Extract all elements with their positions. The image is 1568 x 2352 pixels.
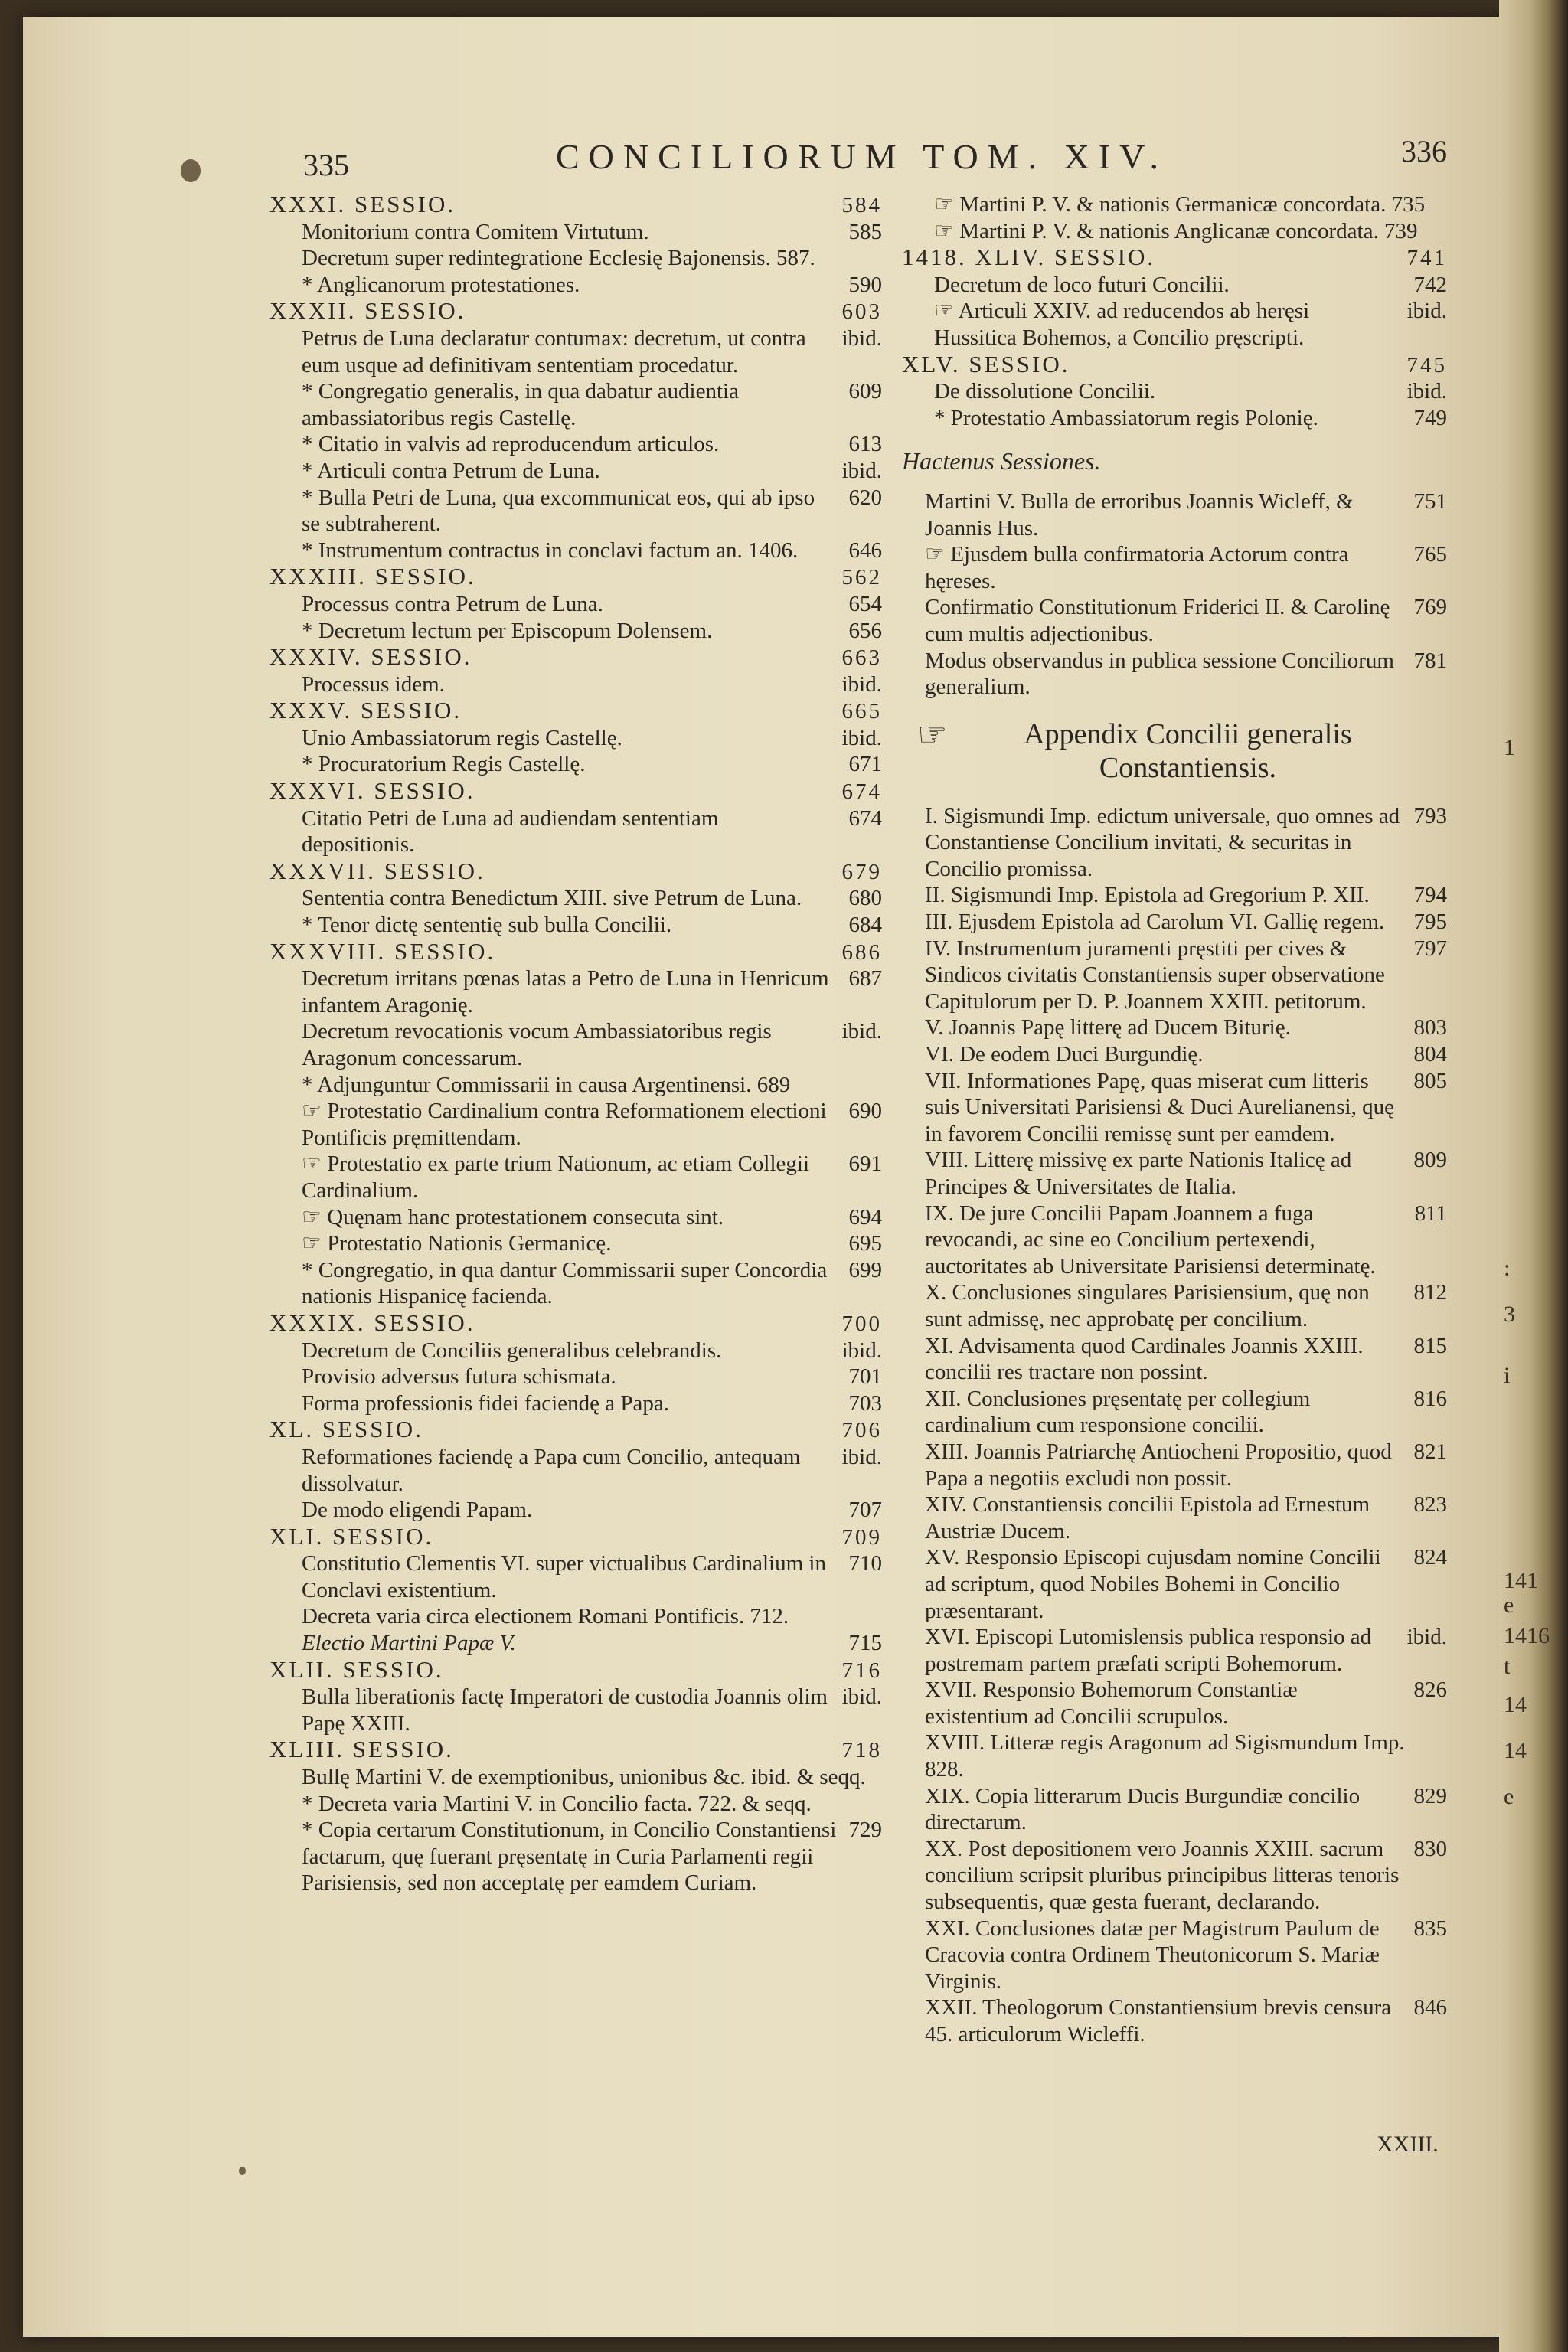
entry-text: XXXVI. SESSIO.	[270, 777, 475, 805]
entry-page-number: 804	[1413, 1042, 1447, 1067]
index-entry	[902, 1147, 1447, 1200]
entry-text: Reformationes faciendę a Papa cum Concilio, antequam dissolvatur.	[302, 1444, 801, 1496]
entry-text: * Tenor dictę sententię sub bulla Concilii.	[302, 913, 672, 938]
entry-text: XIII. Joannis Patriarchę Antiocheni Propositio, quod Papa a negotiis excludi non possit.	[925, 1439, 1392, 1491]
entry-page-number: 674	[841, 779, 882, 805]
index-entry	[902, 191, 1447, 218]
entry-text: IV. Instrumentum juramenti pręstiti per cives & Sindicos civitatis Constantiensis super observatione Capitulorum per D. P. Joannem XXIII. petitorum.	[925, 936, 1385, 1014]
entry-text: Decretum de loco futuri Concilii.	[934, 272, 1230, 297]
entry-text: Decretum de Conciliis generalibus celebrandis.	[302, 1338, 722, 1363]
entry-page-number: 663	[841, 645, 882, 671]
entry-page-number: 709	[841, 1524, 882, 1550]
entry-text: XL. SESSIO.	[270, 1416, 423, 1443]
entry-text: VII. Informationes Papę, quas miserat cum litteris suis Universitati Parisiensi & Duci Aurelianensi, quę in favorem Concilii remissę sunt per eamdem.	[925, 1068, 1394, 1146]
index-entry	[270, 1444, 882, 1497]
session-heading	[270, 1524, 882, 1551]
entry-page-number: 826	[1413, 1677, 1447, 1703]
entry-page-number: 781	[1413, 648, 1447, 673]
session-heading	[270, 778, 882, 805]
entry-page-number: 716	[841, 1658, 882, 1683]
session-heading	[270, 858, 882, 886]
index-entry	[270, 325, 882, 378]
spine-fragment: e	[1504, 1784, 1514, 1809]
index-entry	[270, 1684, 882, 1736]
entry-text: ☞ Protestatio Cardinalium contra Reformationem electioni Pontificis pręmittendam.	[302, 1099, 827, 1150]
index-entry	[902, 405, 1447, 432]
index-entry	[270, 591, 882, 618]
entry-page-number: 562	[841, 565, 882, 590]
entry-text: * Decretum lectum per Episcopum Dolensem.	[302, 618, 713, 643]
index-entry	[270, 912, 882, 939]
index-entry	[902, 1677, 1447, 1730]
entry-page-number: 707	[848, 1498, 882, 1523]
entry-page-number: 646	[848, 537, 882, 563]
session-heading	[270, 564, 882, 591]
spine-fragment: :	[1504, 1256, 1511, 1281]
index-entry	[270, 1817, 882, 1896]
entry-text: ☞ Martini P. V. & nationis Anglicanæ concordata. 739	[934, 218, 1418, 243]
index-entry	[270, 1230, 882, 1257]
right-column	[902, 191, 1447, 2048]
entry-text: Constitutio Clementis VI. super victualibus Cardinalium in Conclavi existentium.	[302, 1551, 826, 1602]
index-entry	[270, 537, 882, 564]
entry-text: Processus contra Petrum de Luna.	[302, 591, 603, 616]
entry-page-number: 671	[848, 752, 882, 777]
entry-text: ☞ Protestatio Nationis Germanicę.	[302, 1231, 612, 1256]
index-entry	[902, 1994, 1447, 2047]
entry-page-number: 805	[1413, 1068, 1447, 1093]
appendix-heading	[917, 717, 1447, 785]
entry-text: Electio Martini Papæ V.	[302, 1631, 516, 1656]
entry-text: I. Sigismundi Imp. edictum universale, quo omnes ad Constantiense Concilium invitati, & securitas in Concilio promissa.	[925, 803, 1400, 881]
entry-page-number: 812	[1413, 1280, 1447, 1305]
entry-text: VIII. Litterę missivę ex parte Nationis Italicę ad Principes & Universitates de Italia.	[925, 1148, 1352, 1199]
session-heading	[270, 1657, 882, 1684]
index-entry	[902, 1624, 1447, 1677]
index-entry	[902, 488, 1447, 541]
index-entry	[270, 378, 882, 431]
entry-text: X. Conclusiones singulares Parisiensium, quę non sunt admissę, nec approbatę per concilium.	[925, 1280, 1370, 1331]
ink-blot	[181, 159, 201, 182]
entry-text: Processus idem.	[302, 671, 445, 697]
entry-text: * Articuli contra Petrum de Luna.	[302, 458, 600, 483]
entry-text: * Congregatio generalis, in qua dabatur audientia ambassiatoribus regis Castellę.	[302, 379, 739, 430]
entry-page-number: 823	[1413, 1492, 1447, 1517]
entry-text: * Decreta varia Martini V. in Concilio facta. 722. & seqq.	[302, 1791, 812, 1816]
entry-text: Decreta varia circa electionem Romani Pontificis. 712.	[302, 1604, 789, 1629]
entry-page-number: 809	[1413, 1148, 1447, 1173]
entry-text: Monitorium contra Comitem Virtutum.	[302, 219, 649, 244]
book-page	[23, 17, 1522, 2337]
entry-text: Sententia contra Benedictum XIII. sive Petrum de Luna.	[302, 886, 802, 911]
index-entry	[270, 1072, 882, 1099]
entry-text: De modo eligendi Papam.	[302, 1498, 533, 1523]
entry-page-number: ibid.	[841, 1019, 882, 1044]
entry-page-number: ibid.	[841, 1444, 882, 1469]
entry-page-number: ibid.	[841, 1338, 882, 1363]
index-entry	[270, 431, 882, 458]
entry-page-number: 603	[841, 299, 882, 325]
index-entry	[902, 1544, 1447, 1624]
index-entry	[902, 1068, 1447, 1148]
entry-text: Confirmatio Constitutionum Friderici II. & Carolinę cum multis adjectionibus.	[925, 595, 1390, 646]
entry-page-number: 749	[1413, 405, 1447, 430]
index-entry	[902, 936, 1447, 1015]
entry-page-number: 718	[841, 1738, 882, 1763]
entry-page-number: 699	[848, 1257, 882, 1282]
index-entry	[902, 1041, 1447, 1068]
entry-page-number: 686	[841, 939, 882, 965]
index-entry	[270, 1603, 882, 1630]
entry-page-number: 846	[1413, 1995, 1447, 2020]
index-entry	[270, 272, 882, 299]
page-number-right: 336	[1401, 134, 1447, 168]
session-heading	[270, 1416, 882, 1444]
left-column	[270, 191, 882, 1896]
entry-text: * Anglicanorum protestationes.	[302, 272, 580, 297]
entry-page-number: 715	[848, 1631, 882, 1656]
entry-page-number: 793	[1413, 803, 1447, 828]
index-entry	[270, 1497, 882, 1524]
session-heading	[270, 644, 882, 671]
entry-text: * Bulla Petri de Luna, qua excommunicat eos, qui ab ipso se subtraherent.	[302, 485, 815, 537]
entry-page-number: 585	[848, 219, 882, 244]
entry-page-number: ibid.	[841, 1684, 882, 1710]
entry-text: XLII. SESSIO.	[270, 1655, 444, 1683]
entry-text: Martini V. Bulla de erroribus Joannis Wicleff, & Joannis Hus.	[925, 488, 1354, 541]
entry-text: Forma professionis fidei faciendę a Papa.	[302, 1390, 669, 1416]
entry-text: XV. Responsio Episcopi cujusdam nomine Concilii ad scriptum, quod Nobiles Bohemi in Concilio præsentarant.	[925, 1545, 1381, 1623]
entry-text: XXII. Theologorum Constantiensium brevis censura 45. articulorum Wicleffi.	[925, 1995, 1392, 2047]
running-title: CONCILIORUM TOM. XIV.	[556, 137, 1168, 176]
index-entry	[902, 298, 1447, 351]
index-entry	[270, 245, 882, 272]
entry-text: XXXI. SESSIO.	[270, 191, 456, 217]
entry-text: * Copia certarum Constitutionum, in Concilio Constantiensi factarum, quę fuerant pręsentatę in Curia Parlamenti regii Parisiensis, sed non acceptatę per eamdem Curiam.	[302, 1818, 837, 1896]
index-entry	[902, 1333, 1447, 1386]
entry-page-number: 835	[1413, 1916, 1447, 1941]
ink-dot	[239, 2167, 246, 2175]
entry-page-number: 797	[1413, 936, 1447, 961]
spine-fragment: 141	[1504, 1568, 1538, 1593]
session-heading	[902, 244, 1447, 272]
entry-text: VI. De eodem Duci Burgundię.	[925, 1042, 1204, 1067]
index-entry	[902, 1916, 1447, 1995]
entry-page-number: 654	[848, 591, 882, 616]
entry-page-number: 794	[1413, 883, 1447, 908]
entry-page-number: 620	[848, 485, 882, 510]
index-entry	[902, 882, 1447, 909]
entry-page-number: 765	[1413, 542, 1447, 567]
entry-page-number: 609	[848, 379, 882, 404]
entry-text: Unio Ambassiatorum regis Castellę.	[302, 725, 622, 750]
index-entry	[270, 1764, 882, 1791]
spine-fragment: 1416	[1504, 1623, 1550, 1648]
entry-page-number: 701	[848, 1364, 882, 1390]
entry-text: Petrus de Luna declaratur contumax: decretum, ut contra eum usque ad definitivam sententiam procedatur.	[302, 325, 806, 377]
index-entry	[902, 1386, 1447, 1439]
entry-text: XXXVII. SESSIO.	[270, 857, 485, 884]
entry-text: * Procuratorium Regis Castellę.	[302, 752, 586, 777]
entry-page-number: 680	[848, 886, 882, 911]
index-entry	[902, 1279, 1447, 1332]
spine-fragment: 1	[1504, 735, 1515, 760]
entry-text: XXXII. SESSIO.	[270, 297, 466, 325]
session-heading	[270, 1736, 882, 1764]
entry-page-number: 816	[1413, 1386, 1447, 1411]
entry-text: ☞ Ejusdem bulla confirmatoria Actorum contra hęreses.	[925, 542, 1349, 593]
entry-text: ☞ Quęnam hanc protestationem consecuta sint.	[302, 1204, 724, 1230]
entry-text: Decretum super redintegratione Ecclesię Bajonensis. 587.	[302, 246, 815, 271]
index-entry	[270, 885, 882, 912]
index-entry	[902, 1014, 1447, 1041]
index-entry	[902, 594, 1447, 647]
entry-page-number: 690	[848, 1099, 882, 1124]
entry-text: 1418. XLIV. SESSIO.	[902, 243, 1156, 271]
index-entry	[270, 1018, 882, 1071]
entry-page-number: 829	[1413, 1783, 1447, 1808]
entry-text: Hactenus Sessiones.	[902, 447, 1101, 475]
entry-page-number: 684	[848, 913, 882, 938]
entry-page-number: 803	[1413, 1015, 1447, 1040]
entry-page-number: 741	[1406, 246, 1447, 271]
entry-page-number: 700	[841, 1311, 882, 1336]
entry-page-number: 691	[848, 1152, 882, 1177]
entry-page-number: 703	[848, 1390, 882, 1416]
spine-fragment: i	[1504, 1363, 1511, 1388]
entry-page-number: 584	[841, 193, 882, 217]
entry-text: Bullę Martini V. de exemptionibus, unionibus &c. ibid. & seqq.	[302, 1765, 866, 1790]
entry-text: XXXV. SESSIO.	[270, 697, 462, 724]
index-entry	[902, 648, 1447, 701]
session-heading	[270, 1310, 882, 1338]
entry-text: III. Ejusdem Epistola ad Carolum VI. Gallię regem.	[925, 910, 1385, 935]
index-entry	[270, 671, 882, 698]
facing-page-edge	[1499, 0, 1568, 2352]
entry-text: ☞ Martini P. V. & nationis Germanicæ concordata. 735	[934, 192, 1426, 217]
entry-text: XLV. SESSIO.	[902, 350, 1070, 377]
index-entry	[902, 272, 1447, 299]
index-entry	[902, 1439, 1447, 1491]
index-entry	[270, 1098, 882, 1151]
entry-text: * Instrumentum contractus in conclavi factum an. 1406.	[302, 537, 799, 563]
entry-text: XXI. Conclusiones datæ per Magistrum Paulum de Cracovia contra Ordinem Theutonicorum S. Mariæ Virginis.	[925, 1916, 1380, 1994]
entry-text: XVI. Episcopi Lutomislensis publica responsio ad postremam partem præfati scripti Bohemorum.	[925, 1625, 1372, 1676]
entry-page-number: 613	[848, 432, 882, 457]
entry-text: XIX. Copia litterarum Ducis Burgundiæ concilio directarum.	[925, 1783, 1361, 1835]
index-entry	[902, 218, 1447, 245]
index-entry	[270, 485, 882, 537]
entry-page-number: 821	[1413, 1439, 1447, 1464]
session-heading	[902, 351, 1447, 379]
entry-text: Citatio Petri de Luna ad audiendam sententiam depositionis.	[302, 805, 719, 858]
index-entry	[902, 803, 1447, 883]
entry-text: XI. Advisamenta quod Cardinales Joannis XXIII. concilii res tractare non possint.	[925, 1333, 1364, 1385]
entry-page-number: 815	[1413, 1333, 1447, 1358]
entry-text: XIV. Constantiensis concilii Epistola ad Ernestum Austriæ Ducem.	[925, 1492, 1370, 1544]
entry-page-number: 824	[1413, 1545, 1447, 1570]
session-heading	[270, 939, 882, 966]
index-entry	[902, 378, 1447, 405]
sessions-continued	[902, 191, 1447, 701]
entry-text: De dissolutione Concilii.	[934, 379, 1156, 404]
entry-text: XLI. SESSIO.	[270, 1522, 434, 1550]
entry-text: Provisio adversus futura schismata.	[302, 1364, 616, 1390]
index-entry	[270, 1791, 882, 1818]
entry-page-number: 710	[848, 1551, 882, 1576]
entry-page-number: 751	[1413, 488, 1447, 514]
entry-text: Decretum revocationis vocum Ambassiatoribus regis Aragonum concessarum.	[302, 1019, 772, 1070]
entry-text: ☞ Protestatio ex parte trium Nationum, ac etiam Collegii Cardinalium.	[302, 1152, 810, 1203]
spine-fragment: 14	[1504, 1692, 1527, 1717]
spine-fragment: t	[1504, 1654, 1511, 1679]
spine-fragment: 3	[1504, 1302, 1515, 1327]
entry-page-number: 706	[841, 1418, 882, 1443]
entry-text: XII. Conclusiones pręsentatę per collegium cardinalium cum responsione concilii.	[925, 1386, 1311, 1438]
entry-text: * Citatio in valvis ad reproducendum articulos.	[302, 432, 720, 457]
entry-page-number: 656	[848, 618, 882, 643]
index-entry	[270, 1390, 882, 1417]
entry-text: XXXIV. SESSIO.	[270, 643, 472, 671]
session-heading	[270, 191, 882, 219]
entry-page-number: 695	[848, 1231, 882, 1256]
spine-fragment: e	[1504, 1592, 1514, 1618]
entry-text: XVII. Responsio Bohemorum Constantiæ existentium ad Concilii scrupulos.	[925, 1677, 1298, 1729]
entry-text: XXXIX. SESSIO.	[270, 1308, 475, 1336]
entry-page-number: 590	[848, 272, 882, 297]
index-entry	[270, 1257, 882, 1310]
index-entry	[902, 1783, 1447, 1836]
index-entry	[902, 541, 1447, 594]
session-heading	[270, 697, 882, 725]
index-entry	[270, 1204, 882, 1231]
appendix-title: Appendix Concilii generalis Constantiensis.	[1024, 717, 1352, 784]
index-entry	[270, 1338, 882, 1364]
entry-page-number: 694	[848, 1204, 882, 1230]
index-entry	[902, 431, 1447, 488]
entry-page-number: 679	[841, 859, 882, 884]
entry-text: XXXVIII. SESSIO.	[270, 937, 496, 965]
entry-page-number: ibid.	[1406, 1625, 1447, 1650]
entry-text: * Adjunguntur Commissarii in causa Argentinensi. 689	[302, 1072, 791, 1097]
entry-text: XVIII. Litteræ regis Aragonum ad Sigismundum Imp. 828.	[925, 1730, 1405, 1782]
entry-page-number: ibid.	[841, 458, 882, 483]
entry-text: * Protestatio Ambassiatorum regis Polonię.	[934, 405, 1318, 430]
catchword: XXIII.	[1377, 2132, 1439, 2157]
index-entry	[270, 219, 882, 246]
index-entry	[902, 1836, 1447, 1916]
entry-page-number: 665	[841, 699, 882, 724]
index-entry	[902, 1730, 1447, 1782]
index-entry	[270, 805, 882, 858]
page-number-left: 335	[303, 148, 349, 182]
index-entry	[270, 751, 882, 778]
entry-text: V. Joannis Papę litterę ad Ducem Biturię.	[925, 1015, 1291, 1040]
entry-page-number: 745	[1406, 352, 1447, 377]
index-entry	[270, 1151, 882, 1204]
entry-text: * Congregatio, in qua dantur Commissarii super Concordia nationis Hispanicę facienda.	[302, 1257, 828, 1309]
entry-text: IX. De jure Concilii Papam Joannem a fuga revocandi, ac sine eo Concilium pertexendi, auctoritates ab Universitate Parisiensi determinatę.	[925, 1200, 1376, 1279]
entry-text: ☞ Articuli XXIV. ad reducendos ab heręsi Hussitica Bohemos, a Concilio pręscripti.	[934, 299, 1310, 350]
entry-page-number: 830	[1413, 1836, 1447, 1861]
entry-text: II. Sigismundi Imp. Epistola ad Gregorium P. XII.	[925, 883, 1370, 908]
entry-text: XX. Post depositionem vero Joannis XXIII. sacrum concilium scripsit pluribus principibus litteras tenoris subsequentis, quæ gesta fuerant, declarando.	[925, 1836, 1400, 1915]
index-entry	[270, 965, 882, 1018]
entry-page-number: 811	[1414, 1200, 1447, 1226]
index-entry	[270, 1630, 882, 1657]
entry-page-number: 729	[848, 1818, 882, 1843]
entry-text: XLIII. SESSIO.	[270, 1736, 454, 1763]
entry-page-number: ibid.	[841, 325, 882, 351]
spine-fragment: 14	[1504, 1738, 1527, 1763]
index-entry	[270, 458, 882, 485]
entry-page-number: 742	[1413, 272, 1447, 297]
entry-page-number: 795	[1413, 910, 1447, 935]
index-entry	[270, 1364, 882, 1390]
index-entry	[270, 618, 882, 645]
entry-page-number: ibid.	[1406, 299, 1447, 324]
pointing-hand-icon: ☞	[917, 715, 948, 753]
index-entry	[270, 725, 882, 752]
entry-page-number: 769	[1413, 595, 1447, 620]
index-entry	[270, 1550, 882, 1603]
entry-page-number: ibid.	[841, 725, 882, 750]
index-entry	[902, 1200, 1447, 1280]
session-heading	[270, 298, 882, 325]
entry-text: Modus observandus in publica sessione Conciliorum generalium.	[925, 648, 1394, 700]
entry-text: Decretum irritans pœnas latas a Petro de Luna in Henricum infantem Aragonię.	[302, 966, 829, 1018]
entry-text: Bulla liberationis factę Imperatori de custodia Joannis olim Papę XXIII.	[302, 1684, 828, 1736]
index-entry	[902, 1491, 1447, 1544]
entry-page-number: ibid.	[1406, 379, 1447, 404]
entry-page-number: ibid.	[841, 671, 882, 697]
appendix-list	[902, 803, 1447, 2048]
entry-text: XXXIII. SESSIO.	[270, 563, 476, 590]
entry-page-number: 674	[848, 805, 882, 831]
entry-page-number: 687	[848, 966, 882, 991]
index-entry	[902, 909, 1447, 936]
